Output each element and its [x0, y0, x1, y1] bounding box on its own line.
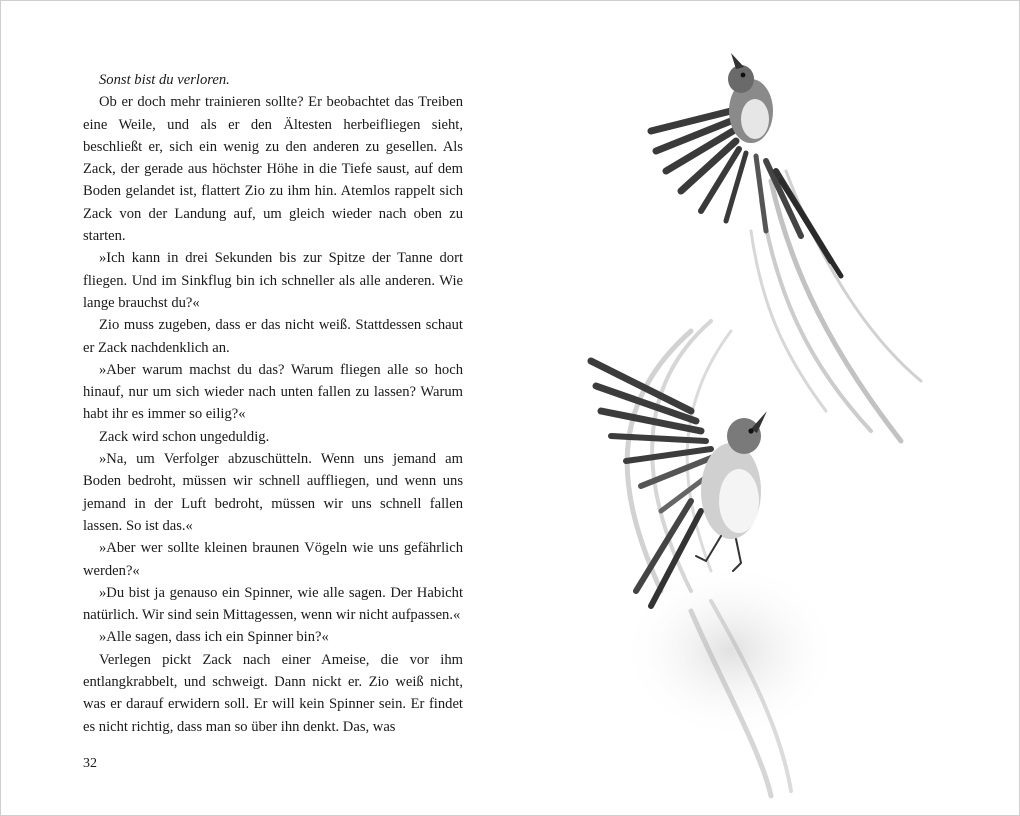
lower-bird: [591, 321, 841, 796]
paragraph: »Ich kann in drei Sekunden bis zur Spitze der Tanne dort fliegen. Und im Sinkflug bin ich schneller als alle anderen. Wie lange brauchst du?«: [83, 250, 463, 311]
paragraph: »Du bist ja genauso ein Spinner, wie alle sagen. Der Habicht natürlich. Wir sind sein Mittagessen, wenn wir nicht aufpassen.«: [83, 584, 463, 624]
paragraph: Sonst bist du verloren.: [99, 72, 230, 88]
paragraph: Zio muss zugeben, dass er das nicht weiß. Stattdessen schaut er Zack nachdenklich an.: [83, 317, 463, 356]
paragraph: Verlegen pickt Zack nach einer Ameise, die vor ihm entlangkrabbelt, und schweigt. Dann nickt er. Zio weiß nicht, was er darauf erwidern soll. Er will kein Spinner sein. Er findet es nicht richtig, dass man so über ihn denkt. Das, was: [83, 651, 463, 735]
left-page-text: [83, 69, 463, 738]
paragraph: Ob er doch mehr trainieren sollte? Er beobachtet das Treiben eine Weile, und als er den Ältesten herbeifliegen sieht, beschließt er, sich ein wenig zu den anderen zu gesellen. Als Zack, der gerade aus höchster Höhe in die Tiefe saust, auf dem Boden gelandet ist, flattert Zio zu ihm hin. Atemlos rappelt sich Zack von der Landung auf, um gleich wieder nach oben zu starten.: [83, 94, 463, 245]
paragraph: Zack wird schon ungeduldig.: [99, 428, 270, 445]
paragraph: »Alle sagen, dass ich ein Spinner bin?«: [99, 629, 329, 646]
upper-bird: [651, 53, 921, 441]
paragraph: »Aber wer sollte kleinen braunen Vögeln wie uns gefährlich werden?«: [83, 540, 463, 579]
paragraph: »Na, um Verfolger abzuschütteln. Wenn uns jemand am Boden bedroht, müssen wir schnell auffliegen, und wenn uns jemand in der Luft bedroht, müssen wir uns schnell fallen lassen. So ist das.«: [83, 451, 463, 534]
paragraph: »Aber warum machst du das? Warum fliegen alle so hoch hinauf, nur um sich wieder nach unten fallen zu lassen? Warum habt ihr es immer so eilig?«: [83, 361, 463, 423]
bird-illustration: [541, 31, 1001, 801]
page-number: 32: [83, 756, 97, 771]
